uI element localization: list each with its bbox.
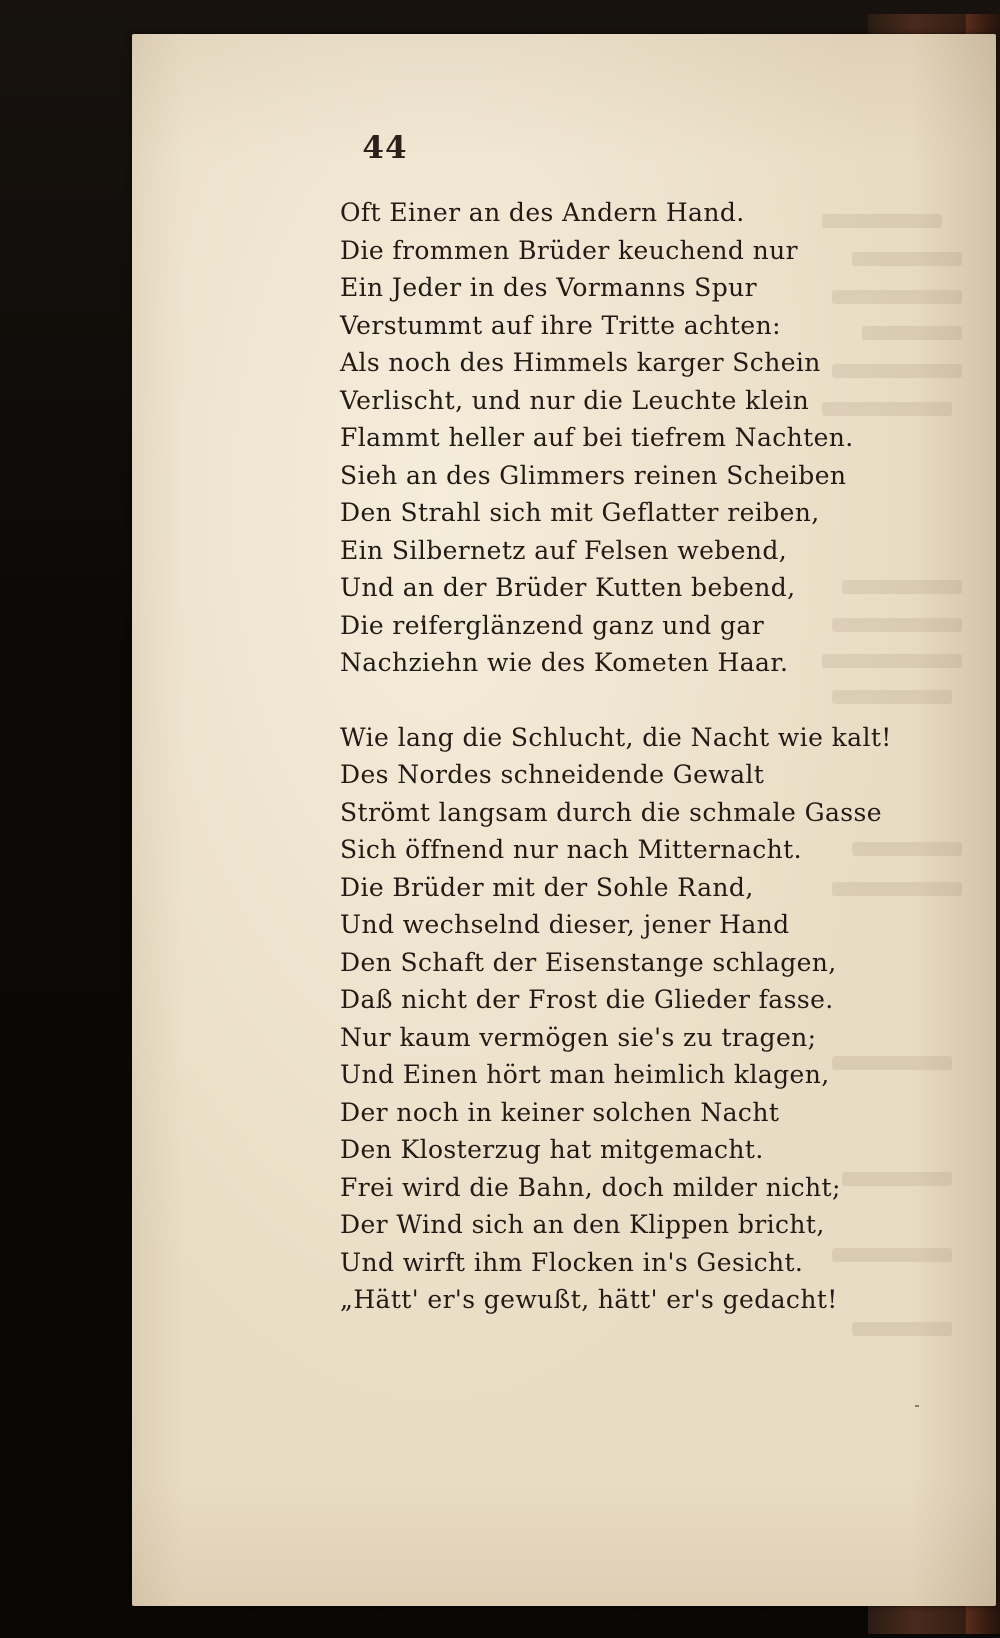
verse-line: Des Nordes schneidende Gewalt <box>340 760 765 789</box>
verse-line: Oft Einer an des Andern Hand. <box>340 198 745 227</box>
verse-line: Daß nicht der Frost die Glieder fasse. <box>340 985 834 1014</box>
verse-line: „Hätt' er's gewußt, hätt' er's gedacht! <box>340 1285 838 1314</box>
verse-line: Den Strahl sich mit Geflatter reiben, <box>340 498 820 527</box>
verse-line: Der noch in keiner solchen Nacht <box>340 1097 780 1127</box>
stanza-break <box>340 682 892 719</box>
verse-line: Nur kaum vermögen sie's zu tragen; <box>340 1022 817 1052</box>
verse-line: Verlischt, und nur die Leuchte klein <box>340 385 810 415</box>
verse-line: Sich öffnend nur nach Mitternacht. <box>340 835 802 864</box>
ink-speck <box>915 1405 919 1407</box>
verse-line: Ein Silbernetz auf Felsen webend, <box>340 535 788 565</box>
verse-line: Der Wind sich an den Klippen bricht, <box>340 1210 825 1239</box>
verse-line: Verstummt auf ihre Tritte achten: <box>340 310 781 340</box>
verse-line: Sieh an des Glimmers reinen Scheiben <box>340 460 847 490</box>
verse-line: Die Brüder mit der Sohle Rand, <box>340 872 754 902</box>
verse-line: Und wirft ihm Flocken in's Gesicht. <box>340 1247 804 1277</box>
verse-line: Als noch des Himmels karger Schein <box>340 348 821 377</box>
verse-line: Wie lang die Schlucht, die Nacht wie kalt! <box>340 722 892 752</box>
verse-line: Nachziehn wie des Kometen Haar. <box>340 648 789 677</box>
verse-line: Und wechselnd dieser, jener Hand <box>340 910 790 939</box>
verse-line: Die reiferglänzend ganz und gar <box>340 610 765 640</box>
verse-line: Flammt heller auf bei tiefrem Nachten. <box>340 423 854 452</box>
verse-line: Und Einen hört man heimlich klagen, <box>340 1060 830 1089</box>
page-number: 44 <box>362 130 408 166</box>
show-through-text <box>852 1322 952 1336</box>
verse-line: Den Schaft der Eisenstange schlagen, <box>340 947 837 977</box>
verse-line: Ein Jeder in des Vormanns Spur <box>340 273 757 302</box>
verse-line: Und an der Brüder Kutten bebend, <box>340 573 796 602</box>
verse-line: Den Klosterzug hat mitgemacht. <box>340 1135 764 1164</box>
verse-line: Strömt langsam durch die schmale Gasse <box>340 797 882 827</box>
verse-line: Die frommen Brüder keuchend nur <box>340 235 798 265</box>
verse-line: Frei wird die Bahn, doch milder nicht; <box>340 1172 841 1202</box>
poem-text <box>340 194 892 1319</box>
